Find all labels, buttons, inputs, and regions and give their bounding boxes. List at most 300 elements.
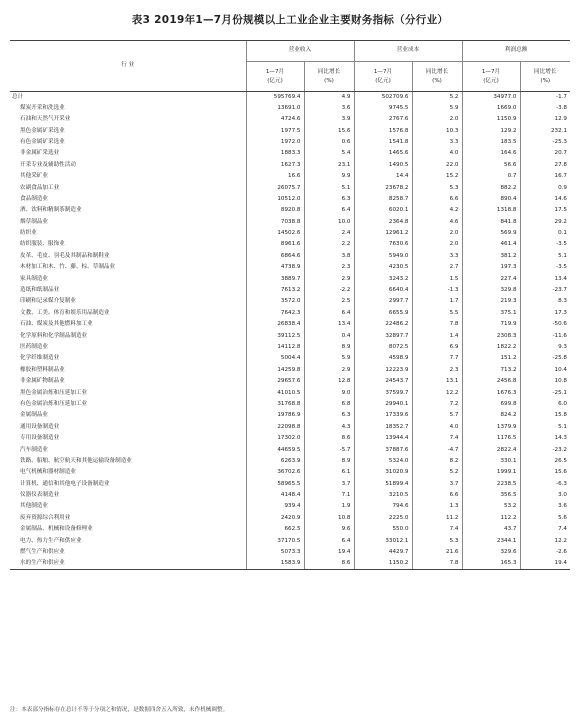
cell-revenue-amount: 14112.8 [246,342,304,353]
table-row [10,410,570,421]
industry-name: 农副食品加工业 [20,184,60,191]
table-title: 表3 2019年1—7月份规模以上工业企业主要财务指标（分行业） [131,14,449,26]
cell-revenue-amount: 22098.8 [246,422,304,433]
cell-cost-growth: 3.3 [412,251,462,262]
group-header-revenue: 营业收入 [246,41,354,62]
cell-profit-growth: -3.5 [520,262,570,273]
industry-name: 酒、饮料和精制茶制造业 [20,207,82,214]
cell-revenue-amount: 1883.3 [246,148,304,159]
cell-cost-amount: 2225.0 [354,513,412,524]
cell-revenue-growth: 15.6 [304,126,354,137]
cell-revenue-amount: 58965.5 [246,479,304,490]
cell-cost-growth: 7.4 [412,433,462,444]
cell-cost-growth: 4.0 [412,422,462,433]
cell-cost-growth: 5.3 [412,183,462,194]
cell-profit-growth: 5.1 [520,251,570,262]
cell-profit-amount: 824.2 [462,410,520,421]
cell-revenue-amount: 3572.0 [246,297,304,308]
cell-cost-amount: 1541.8 [354,137,412,148]
cell-profit-amount: 227.4 [462,274,520,285]
group-header-profit: 利润总额 [462,41,570,62]
cell-revenue-growth: 5.1 [304,183,354,194]
cell-cost-growth: 22.0 [412,160,462,171]
cell-revenue-amount: 26838.4 [246,319,304,330]
cell-profit-growth: 3.6 [520,502,570,513]
industry-name: 家具制造业 [20,275,48,282]
cell-revenue-amount: 29657.6 [246,376,304,387]
cell-revenue-amount: 2420.9 [246,513,304,524]
header-row-groups [10,41,570,62]
cell-cost-growth: 8.2 [412,456,462,467]
cell-profit-amount: 43.7 [462,524,520,535]
industry-name: 有色金属矿采选业 [20,138,65,145]
industry-name: 汽车制造业 [20,446,48,453]
cell-cost-amount: 4230.5 [354,262,412,273]
cell-cost-amount: 13944.4 [354,433,412,444]
cell-profit-amount: 1676.3 [462,388,520,399]
industry-name: 橡胶和塑料制品业 [20,366,65,373]
table-row [10,297,570,308]
cell-cost-amount: 18352.7 [354,422,412,433]
cell-profit-growth: 0.1 [520,228,570,239]
cell-profit-amount: 882.2 [462,183,520,194]
cell-cost-amount: 23678.2 [354,183,412,194]
cell-profit-growth: 27.8 [520,160,570,171]
cell-profit-amount: 2456.8 [462,376,520,387]
cell-cost-amount: 4598.9 [354,353,412,364]
industry-name: 木材加工和木、竹、藤、棕、草制品业 [20,264,116,271]
industry-name: 印刷和记录媒介复制业 [20,298,76,305]
industry-name: 化学纤维制造业 [20,355,60,362]
cell-revenue-amount: 7642.3 [246,308,304,319]
cell-profit-amount: 219.3 [462,297,520,308]
cell-cost-amount: 502709.6 [354,92,412,103]
cell-profit-growth: 3.0 [520,490,570,501]
cell-revenue-growth: 12.8 [304,376,354,387]
subheader-label: 同比增长 [317,68,341,75]
industry-name: 有色金属冶炼和压延加工业 [20,400,88,407]
cell-profit-amount: 569.9 [462,228,520,239]
cell-profit-growth: 7.4 [520,524,570,535]
cell-revenue-amount: 19786.9 [246,410,304,421]
table-row [10,513,570,524]
cell-revenue-growth: 2.9 [304,365,354,376]
cell-profit-growth: 15.8 [520,410,570,421]
cell-cost-amount: 794.6 [354,502,412,513]
cell-profit-amount: 461.4 [462,240,520,251]
cell-profit-amount: 1176.5 [462,433,520,444]
cell-revenue-amount: 10512.0 [246,194,304,205]
cell-cost-amount: 32897.7 [354,331,412,342]
subheader-revenue-amount [246,62,304,92]
cell-cost-growth: 5.2 [412,467,462,478]
cell-revenue-growth: 8.9 [304,456,354,467]
cell-revenue-amount: 595769.4 [246,92,304,103]
cell-cost-growth: 1.3 [412,502,462,513]
subheader-unit: (亿元) [483,77,499,84]
cell-cost-growth: 4.6 [412,217,462,228]
industry-name: 医药制造业 [20,343,48,350]
industry-name: 金属制品、机械和设备修理业 [20,526,93,533]
cell-profit-amount: 329.6 [462,547,520,558]
cell-cost-growth: 11.2 [412,513,462,524]
cell-cost-amount: 3210.5 [354,490,412,501]
cell-revenue-amount: 41010.5 [246,388,304,399]
cell-cost-growth: -1.3 [412,285,462,296]
cell-profit-growth: 6.0 [520,399,570,410]
table-row [10,160,570,171]
industry-name: 通用设备制造业 [20,423,60,430]
subheader-label: 同比增长 [534,68,557,75]
table-row [10,126,570,137]
table-row [10,183,570,194]
cell-profit-growth: -25.3 [520,137,570,148]
cell-profit-amount: 713.2 [462,365,520,376]
cell-profit-growth: 232.1 [520,126,570,137]
cell-cost-amount: 6655.9 [354,308,412,319]
cell-cost-amount: 2767.6 [354,114,412,125]
cell-revenue-amount: 13691.0 [246,103,304,114]
cell-revenue-amount: 7613.2 [246,285,304,296]
cell-cost-amount: 3243.2 [354,274,412,285]
cell-revenue-growth: 6.4 [304,308,354,319]
cell-revenue-amount: 26075.7 [246,183,304,194]
cell-cost-growth: 2.3 [412,365,462,376]
cell-revenue-amount: 14259.8 [246,365,304,376]
cell-cost-amount: 12961.2 [354,228,412,239]
cell-revenue-growth: 6.1 [304,467,354,478]
cell-cost-amount: 51899.4 [354,479,412,490]
table-row [10,319,570,330]
cell-cost-growth: 2.7 [412,262,462,273]
cell-cost-amount: 4429.7 [354,547,412,558]
subheader-unit: (亿元) [375,77,391,84]
cell-revenue-growth: 3.8 [304,251,354,262]
cell-profit-amount: 1999.1 [462,467,520,478]
cell-profit-growth: -1.7 [520,92,570,103]
subheader-profit-amount [462,62,520,92]
industry-name: 电力、热力生产和供应业 [20,537,82,544]
cell-profit-amount: 1150.9 [462,114,520,125]
table-row [10,524,570,535]
cell-profit-amount: 2822.4 [462,445,520,456]
cell-profit-amount: 2238.5 [462,479,520,490]
cell-profit-growth: -25.8 [520,353,570,364]
cell-revenue-growth: 3.9 [304,114,354,125]
table-row [10,422,570,433]
subheader-revenue-growth [304,62,354,92]
cell-revenue-growth: 2.4 [304,228,354,239]
cell-profit-growth: 17.3 [520,308,570,319]
cell-revenue-growth: 4.3 [304,422,354,433]
table-row [10,399,570,410]
cell-revenue-amount: 39112.5 [246,331,304,342]
table-row [10,251,570,262]
cell-profit-growth: 5.6 [520,513,570,524]
cell-profit-amount: 329.8 [462,285,520,296]
cell-revenue-amount: 5073.3 [246,547,304,558]
cell-revenue-growth: 2.3 [304,262,354,273]
cell-revenue-growth: 9.0 [304,388,354,399]
cell-profit-amount: 890.4 [462,194,520,205]
industry-name: 造纸和纸制品业 [20,287,60,294]
table-row [10,285,570,296]
subheader-unit: (亿元) [267,77,283,84]
cell-cost-growth: 5.9 [412,103,462,114]
subheader-cost-amount [354,62,412,92]
cell-revenue-amount: 4148.4 [246,490,304,501]
cell-profit-growth: 12.9 [520,114,570,125]
industry-name: 纺织服装、服饰业 [20,241,65,248]
cell-cost-amount: 24543.7 [354,376,412,387]
cell-profit-growth: 16.7 [520,171,570,182]
subheader-profit-growth [520,62,570,92]
cell-cost-growth: 3.7 [412,479,462,490]
cell-revenue-growth: 13.4 [304,319,354,330]
cell-revenue-amount: 4724.6 [246,114,304,125]
cell-profit-growth: 8.3 [520,297,570,308]
cell-cost-growth: 4.2 [412,205,462,216]
cell-profit-amount: 356.5 [462,490,520,501]
industry-name: 其他制造业 [20,503,48,510]
cell-cost-growth: 4.0 [412,148,462,159]
industry-name: 皮革、毛皮、羽毛及其制品和制鞋业 [20,252,110,259]
cell-profit-growth: 9.3 [520,342,570,353]
cell-profit-amount: 381.2 [462,251,520,262]
cell-revenue-growth: 10.0 [304,217,354,228]
table-row [10,365,570,376]
subheader-label: 同比增长 [425,68,449,75]
cell-revenue-growth: 9.9 [304,171,354,182]
cell-revenue-growth: 2.9 [304,274,354,285]
cell-revenue-growth: 8.6 [304,559,354,570]
table-row [10,308,570,319]
cell-revenue-growth: 6.3 [304,410,354,421]
industry-name: 文教、工美、体育和娱乐用品制造业 [20,309,110,316]
cell-revenue-amount: 31768.8 [246,399,304,410]
cell-cost-amount: 2997.7 [354,297,412,308]
cell-cost-growth: 6.9 [412,342,462,353]
cell-cost-growth: 5.3 [412,536,462,547]
cell-profit-amount: 699.8 [462,399,520,410]
cell-revenue-growth: 19.4 [304,547,354,558]
industry-name: 石油和天然气开采业 [20,116,71,123]
cell-profit-amount: 197.3 [462,262,520,273]
cell-cost-growth: 15.2 [412,171,462,182]
cell-cost-growth: 7.2 [412,399,462,410]
cell-cost-growth: 6.6 [412,490,462,501]
table-row [10,92,570,103]
cell-profit-amount: 330.1 [462,456,520,467]
cell-revenue-growth: 10.8 [304,513,354,524]
cell-profit-amount: 129.2 [462,126,520,137]
subheader-unit: (%) [324,77,334,84]
table-row [10,194,570,205]
table-row [10,262,570,273]
cell-profit-amount: 2308.3 [462,331,520,342]
cell-cost-growth: 2.0 [412,240,462,251]
cell-profit-amount: 1379.9 [462,422,520,433]
industry-name: 其他采矿业 [20,173,48,180]
table-row [10,536,570,547]
industry-header: 行 业 [10,41,246,92]
cell-revenue-amount: 17302.0 [246,433,304,444]
cell-revenue-growth: 1.9 [304,502,354,513]
cell-profit-amount: 151.2 [462,353,520,364]
cell-cost-growth: 7.4 [412,524,462,535]
group-header-cost: 营业成本 [354,41,462,62]
table-row [10,353,570,364]
cell-cost-amount: 37599.7 [354,388,412,399]
cell-profit-amount: 1669.0 [462,103,520,114]
cell-profit-amount: 165.3 [462,559,520,570]
cell-profit-growth: 20.7 [520,148,570,159]
cell-cost-amount: 1150.2 [354,559,412,570]
table-row [10,388,570,399]
cell-profit-amount: 56.6 [462,160,520,171]
table-row [10,376,570,387]
cell-profit-growth: -50.6 [520,319,570,330]
cell-cost-growth: 6.6 [412,194,462,205]
cell-revenue-growth: -5.7 [304,445,354,456]
cell-revenue-amount: 36702.6 [246,467,304,478]
cell-revenue-amount: 6263.9 [246,456,304,467]
industry-name: 开采专业及辅助性活动 [20,161,76,168]
industry-name: 纺织业 [20,230,37,237]
table-row [10,228,570,239]
table-row [10,490,570,501]
cell-profit-growth: -25.1 [520,388,570,399]
cell-cost-amount: 29940.1 [354,399,412,410]
cell-revenue-growth: 0.6 [304,137,354,148]
cell-cost-amount: 33012.1 [354,536,412,547]
cell-cost-growth: 10.3 [412,126,462,137]
industry-name: 铁路、船舶、航空航天和其他运输设备制造业 [20,457,132,464]
cell-cost-amount: 37887.6 [354,445,412,456]
cell-revenue-amount: 8920.8 [246,205,304,216]
cell-cost-growth: 5.2 [412,92,462,103]
cell-cost-growth: 2.0 [412,114,462,125]
cell-revenue-amount: 1977.5 [246,126,304,137]
table-row [10,502,570,513]
cell-profit-growth: -3.8 [520,103,570,114]
cell-cost-amount: 14.4 [354,171,412,182]
industry-name: 废弃资源综合利用业 [20,514,71,521]
cell-revenue-amount: 1627.3 [246,160,304,171]
cell-revenue-growth: 6.8 [304,399,354,410]
cell-profit-growth: 19.4 [520,559,570,570]
cell-revenue-growth: 9.6 [304,524,354,535]
cell-revenue-amount: 6864.6 [246,251,304,262]
cell-cost-growth: 12.2 [412,388,462,399]
cell-cost-growth: 7.8 [412,559,462,570]
table-row [10,433,570,444]
financial-indicators-table [10,40,570,570]
cell-profit-growth: 26.5 [520,456,570,467]
cell-profit-growth: -6.3 [520,479,570,490]
table-row [10,240,570,251]
industry-name: 黑色金属冶炼和压延加工业 [20,389,88,396]
cell-revenue-growth: 6.3 [304,194,354,205]
cell-revenue-amount: 37170.5 [246,536,304,547]
cell-cost-amount: 8072.5 [354,342,412,353]
cell-cost-amount: 6640.4 [354,285,412,296]
cell-revenue-amount: 1972.0 [246,137,304,148]
cell-revenue-amount: 8961.6 [246,240,304,251]
cell-profit-amount: 164.6 [462,148,520,159]
cell-cost-growth: 1.5 [412,274,462,285]
cell-cost-growth: 5.7 [412,410,462,421]
table-row [10,137,570,148]
table-body [10,92,570,570]
subheader-cost-growth [412,62,462,92]
cell-cost-amount: 5949.0 [354,251,412,262]
industry-name: 化学原料和化学制品制造业 [20,332,88,339]
table-row [10,445,570,456]
cell-cost-amount: 22486.2 [354,319,412,330]
cell-revenue-growth: 7.1 [304,490,354,501]
cell-profit-growth: 13.4 [520,274,570,285]
cell-revenue-growth: 4.9 [304,92,354,103]
cell-cost-growth: 1.7 [412,297,462,308]
cell-revenue-amount: 7038.8 [246,217,304,228]
table-row [10,114,570,125]
table-row [10,342,570,353]
cell-revenue-growth: 5.4 [304,148,354,159]
industry-name: 专用设备制造业 [20,435,60,442]
cell-revenue-growth: 3.6 [304,103,354,114]
industry-name: 非金属矿采选业 [20,150,60,157]
table-row [10,559,570,570]
industry-name: 燃气生产和供应业 [20,549,65,556]
cell-cost-amount: 9745.5 [354,103,412,114]
cell-cost-growth: 7.8 [412,319,462,330]
cell-cost-amount: 6020.1 [354,205,412,216]
subheader-label: 1—7月 [373,68,393,75]
cell-revenue-amount: 4738.9 [246,262,304,273]
cell-profit-growth: 10.4 [520,365,570,376]
cell-profit-growth: -23.2 [520,445,570,456]
industry-name: 食品制造业 [20,195,48,202]
cell-revenue-growth: 2.2 [304,240,354,251]
cell-revenue-amount: 939.4 [246,502,304,513]
cell-profit-growth: 29.2 [520,217,570,228]
cell-cost-growth: 3.3 [412,137,462,148]
cell-cost-growth: 5.5 [412,308,462,319]
cell-profit-growth: -3.5 [520,240,570,251]
table-row [10,103,570,114]
cell-profit-amount: 719.9 [462,319,520,330]
cell-revenue-amount: 1583.9 [246,559,304,570]
cell-profit-growth: -2.6 [520,547,570,558]
industry-name: 非金属矿物制品业 [20,378,65,385]
cell-cost-amount: 17339.6 [354,410,412,421]
cell-cost-amount: 550.0 [354,524,412,535]
cell-cost-amount: 1465.6 [354,148,412,159]
table-row [10,171,570,182]
cell-profit-growth: 15.6 [520,467,570,478]
cell-profit-amount: 1822.2 [462,342,520,353]
cell-profit-growth: 10.8 [520,376,570,387]
cell-profit-amount: 183.5 [462,137,520,148]
industry-name: 石油、煤炭及其他燃料加工业 [20,321,93,328]
subheader-unit: (%) [540,77,551,84]
cell-revenue-growth: 23.1 [304,160,354,171]
cell-revenue-amount: 16.6 [246,171,304,182]
table-row [10,467,570,478]
cell-profit-growth: 14.3 [520,433,570,444]
cell-revenue-growth: 6.4 [304,536,354,547]
